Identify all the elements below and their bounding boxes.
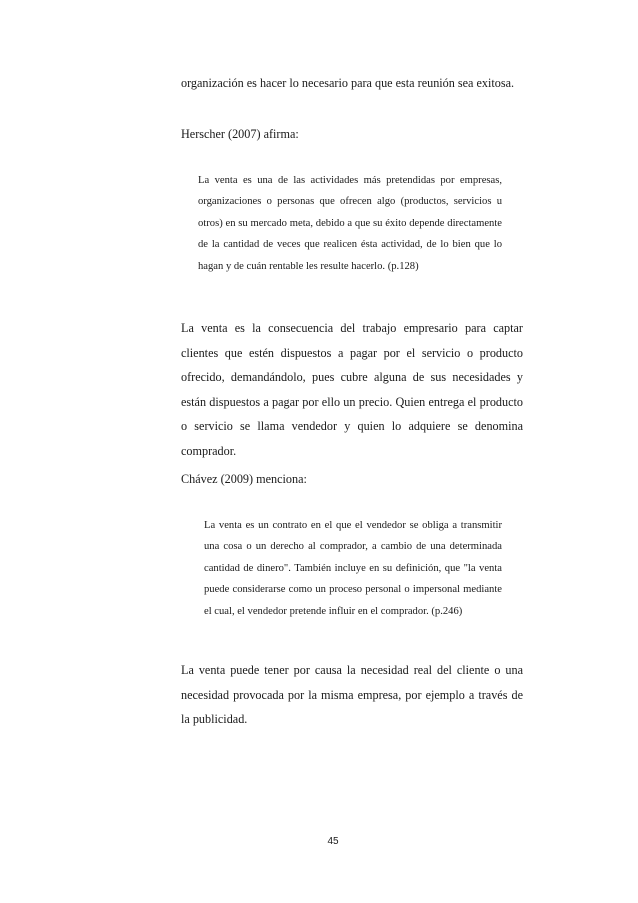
paragraph-venta-causa: La venta puede tener por causa la necesidad real del cliente o una necesidad provocada por la misma empresa, por ejemplo a través de la publicidad. bbox=[181, 663, 523, 727]
paragraph-continuation: organización es hacer lo necesario para que esta reunión sea exitosa. bbox=[181, 76, 515, 90]
block-quote-chavez: La venta es un contrato en el que el vendedor se obliga a transmitir una cosa o un derecho al comprador, a cambio de una determinada cantidad de dinero". También incluye en su definición, que "la venta puede considerarse como un proceso personal o impersonal mediante el cual, el vendedor pretende influir en el comprador. (p.246) bbox=[204, 520, 502, 617]
block-quote-herscher: La venta es una de las actividades más pretendidas por empresas, organizaciones o personas que ofrecen algo (productos, servicios u otros) en su mercado meta, debido a que su éxito depende directamente de la cantidad de veces que realicen ésta actividad, de lo bien que lo hagan y de cuán rentable les resulte hacerlo. (p.128) bbox=[198, 175, 502, 272]
paragraph-venta-definition: La venta es la consecuencia del trabajo empresario para captar clientes que estén dispuestos a pagar por el servicio o producto ofrecido, demandándolo, pues cubre alguna de sus necesidades y están dispuestos a pagar por ello un precio. Quien entrega el producto o servicio se llama vendedor y quien lo adquiere se denomina comprador. bbox=[181, 321, 523, 458]
citation-intro-chavez: Chávez (2009) menciona: bbox=[181, 472, 307, 486]
page-number: 45 bbox=[327, 836, 339, 847]
citation-intro-herscher: Herscher (2007) afirma: bbox=[181, 127, 299, 141]
